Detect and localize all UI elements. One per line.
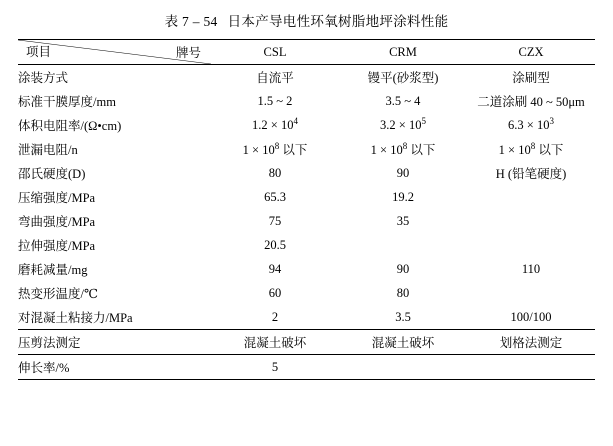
row-value-czx: [467, 209, 595, 233]
table-row: [18, 209, 595, 233]
row-value-csl: $1 \times 10^8$ 以下: [242, 140, 308, 157]
row-value-crm: 35: [396, 213, 410, 228]
row-value-crm: 90: [396, 165, 410, 180]
row-value-crm: $1 \times 10^8$ 以下: [370, 140, 436, 157]
row-label: 压缩强度/MPa: [18, 191, 96, 205]
table-row: [18, 65, 595, 90]
row-value-csl: 1.5 ~ 2: [257, 93, 293, 108]
row-label: 泄漏电阻/n: [18, 143, 78, 157]
row-value-czx: H (铅笔硬度): [495, 167, 567, 181]
header-brand-label: 牌号: [175, 46, 201, 60]
table-row: [18, 89, 595, 113]
row-value-czx: 110: [521, 261, 541, 276]
table-row: [18, 281, 595, 305]
properties-table: [18, 39, 595, 380]
row-label: 邵氏硬度(D): [18, 167, 86, 181]
table-row: [18, 330, 595, 355]
table-body: [18, 40, 595, 380]
row-value-crm: 90: [396, 261, 410, 276]
row-label: 体积电阻率/(Ω•cm): [18, 119, 122, 133]
row-value-csl: 2: [271, 309, 279, 324]
row-label: 涂装方式: [18, 65, 211, 90]
table-row: [18, 355, 595, 380]
row-value-csl: 75: [268, 213, 282, 228]
row-value-csl: 自流平: [211, 65, 339, 90]
table-row: [18, 257, 595, 281]
row-value-crm: [339, 355, 467, 380]
table-row: [18, 161, 595, 185]
column-header-czx: CZX: [467, 40, 595, 65]
header-diagonal-cell: [18, 40, 211, 65]
row-value-csl: 80: [268, 165, 282, 180]
row-label: 标准干膜厚度/mm: [18, 95, 116, 109]
table-row: [18, 113, 595, 137]
row-value-csl: $1.2 \times 10^4$: [252, 115, 298, 132]
table-row: [18, 233, 595, 257]
header-item-label: 项目: [26, 45, 52, 59]
row-value-crm: 镘平(砂浆型): [339, 65, 467, 90]
table-row: [18, 137, 595, 161]
row-value-csl: 5: [211, 355, 339, 380]
row-label: 磨耗减量/mg: [18, 263, 88, 277]
row-label: 热变形温度/℃: [18, 287, 98, 301]
row-label: 对混凝土粘接力/MPa: [18, 311, 133, 325]
row-value-crm: [339, 233, 467, 257]
row-label: 弯曲强度/MPa: [18, 215, 96, 229]
row-value-csl: 混凝土破坏: [211, 330, 339, 355]
row-value-crm: 混凝土破坏: [339, 330, 467, 355]
row-value-czx: $6.3 \times 10^3$: [508, 115, 554, 132]
row-value-csl: 65.3: [264, 189, 286, 204]
caption-text: 日本产导电性环氧树脂地坪涂料性能: [227, 14, 449, 29]
column-header-csl: CSL: [211, 40, 339, 65]
row-value-czx: [467, 233, 595, 257]
caption-number: 表 7 – 54: [164, 14, 218, 29]
row-value-crm: 80: [396, 285, 410, 300]
row-value-czx: 二道涂刷 40 ~ 50μm: [477, 95, 585, 109]
row-value-crm: 19.2: [392, 189, 414, 204]
row-value-czx: $1 \times 10^8$ 以下: [498, 140, 564, 157]
row-value-czx: [467, 185, 595, 209]
row-value-csl: 20.5: [264, 237, 286, 252]
row-value-crm: 3.5: [395, 309, 411, 324]
row-label: 伸长率/%: [18, 355, 211, 380]
row-value-crm: 3.5 ~ 4: [385, 93, 421, 108]
row-value-czx: 划格法测定: [467, 330, 595, 355]
table-caption: [18, 10, 595, 30]
column-header-crm: CRM: [339, 40, 467, 65]
table-row: [18, 305, 595, 330]
row-label: 拉伸强度/MPa: [18, 239, 96, 253]
row-value-csl: 94: [268, 261, 282, 276]
row-value-czx: [467, 355, 595, 380]
row-value-crm: $3.2 \times 10^5$: [380, 115, 426, 132]
row-value-czx: 100/100: [510, 309, 552, 324]
row-value-czx: 涂刷型: [467, 65, 595, 90]
table-row: [18, 185, 595, 209]
row-value-czx: [467, 281, 595, 305]
row-value-csl: 60: [268, 285, 282, 300]
row-label: 压剪法测定: [18, 330, 211, 355]
table-header-row: [18, 40, 595, 65]
